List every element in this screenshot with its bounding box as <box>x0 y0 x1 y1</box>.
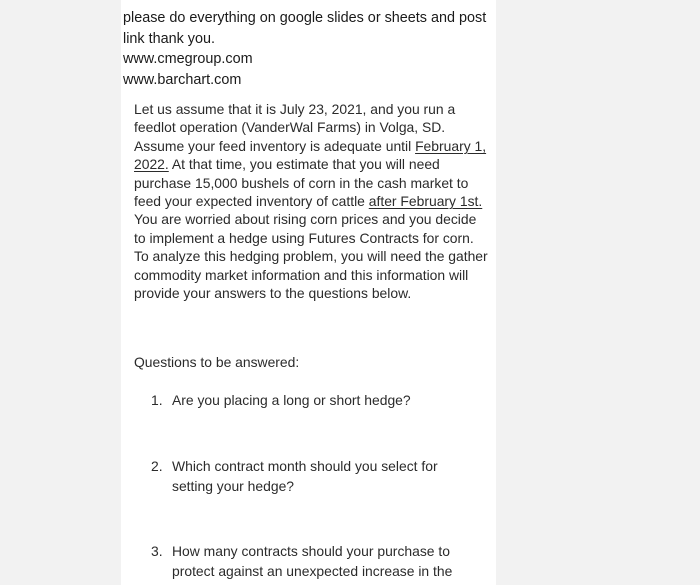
instruction-line: please do everything on google slides or sheets and post link thank you. <box>123 10 487 47</box>
question-number: 3. <box>151 543 163 559</box>
question-number: 2. <box>151 458 163 474</box>
problem-photo <box>121 89 496 585</box>
link-barchart: www.barchart.com <box>123 71 242 88</box>
question-number: 1. <box>151 392 163 408</box>
right-margin <box>496 0 700 585</box>
paragraph-part-1: Let us assume that it is July 23, 2021, and you run a feedlot operation (VanderWal Farms) in Volga, SD. Assume your feed inventory is adequate until <box>134 101 456 154</box>
question-3 <box>151 542 481 581</box>
paragraph-part-3: You are worried about rising corn prices and you decide to implement a hedge using Futures Contracts for corn. To analyze this hedging problem, you will need the gather commodity market information and this information will provide your answers to the questions below. <box>134 211 488 302</box>
question-text: Which contract month should you select for setting your hedge? <box>172 458 438 494</box>
left-margin <box>0 0 121 585</box>
question-card <box>121 0 496 585</box>
problem-paragraph <box>134 100 490 302</box>
link-cmegroup: www.cmegroup.com <box>123 51 253 67</box>
intro-text <box>123 8 493 90</box>
question-text: How many contracts should your purchase to protect against an unexpected increase in the <box>172 543 453 579</box>
underlined-date: February 1, 2022. <box>134 137 487 173</box>
question-1 <box>151 391 481 411</box>
questions-heading: Questions to be answered: <box>134 354 300 370</box>
underlined-after-date: after February 1st. <box>368 193 483 210</box>
question-text: Are you placing a long or short hedge? <box>172 392 411 408</box>
question-2 <box>151 457 481 496</box>
paragraph-part-2: At that time, you estimate that you will need purchase 15,000 bushels of corn in the cash market to feed your expected inventory of cattle <box>134 156 469 210</box>
